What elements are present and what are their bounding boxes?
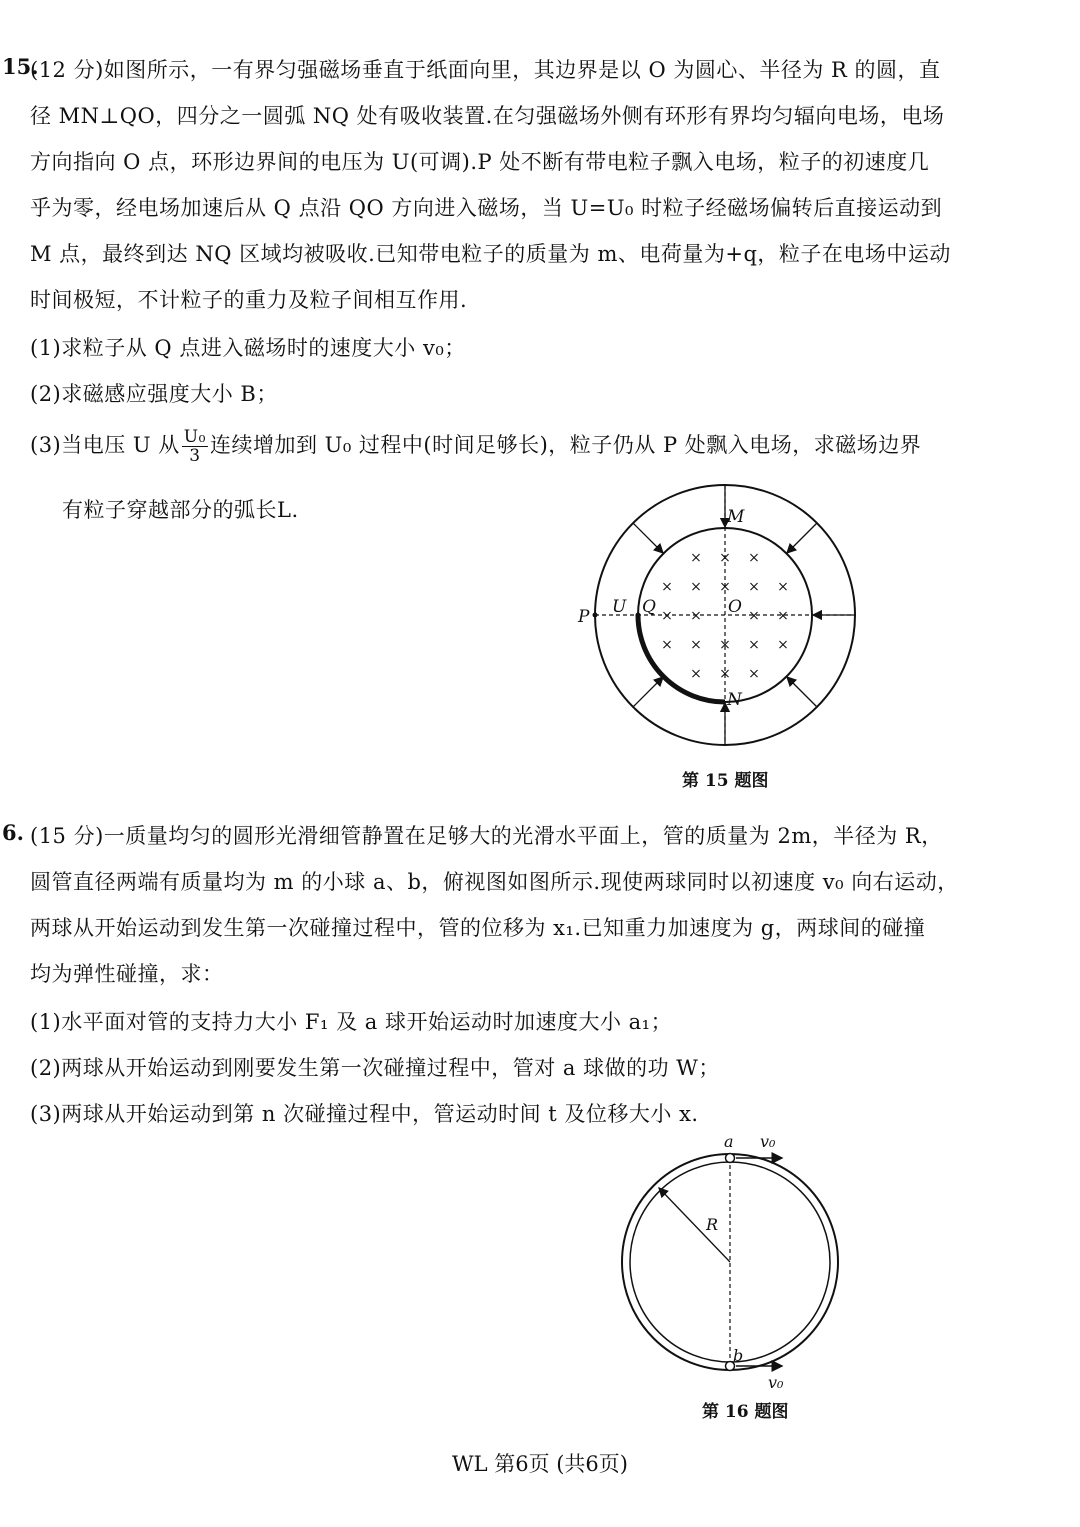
field-cross-mark: ×	[661, 608, 673, 624]
field-cross-mark: ×	[719, 579, 731, 595]
field-cross-mark: ×	[719, 666, 731, 682]
figure-16-diagram	[610, 1130, 850, 1395]
field-cross-mark: ×	[777, 579, 789, 595]
q15-line-3: 方向指向 O 点，环形边界间的电压为 U(可调).P 处不断有带电粒子飘入电场，粒子的初速度几	[30, 150, 930, 174]
label-o: O	[728, 597, 742, 617]
field-cross-mark: ×	[690, 608, 702, 624]
label-v0-top: v₀	[760, 1132, 776, 1151]
field-cross-mark: ×	[690, 550, 702, 566]
q16-sub-question-1: (1)水平面对管的支持力大小 F₁ 及 a 球开始运动时加速度大小 a₁；	[30, 1010, 673, 1034]
figure-15-caption: 第 15 题图	[682, 771, 769, 791]
field-cross-mark: ×	[690, 579, 702, 595]
q15-line-4: 乎为零，经电场加速后从 Q 点沿 QO 方向进入磁场，当 U=U₀ 时粒子经磁场偏转后直接运动到	[30, 196, 943, 220]
field-cross-mark: ×	[748, 637, 760, 653]
q16-line-3: 两球从开始运动到发生第一次碰撞过程中，管的位移为 x₁.已知重力加速度为 g，两球间的碰撞	[30, 916, 926, 940]
label-p: P	[578, 607, 590, 627]
label-q: Q	[642, 597, 656, 617]
label-v0-bottom: v₀	[768, 1373, 784, 1392]
q15-line-5: M 点，最终到达 NQ 区域均被吸收.已知带电粒子的质量为 m、电荷量为+q，粒子在电场中运动	[30, 242, 951, 266]
label-r: R	[706, 1215, 719, 1234]
q16-line-1: (15 分)一质量均匀的圆形光滑细管静置在足够大的光滑水平面上，管的质量为 2m，半径为 R，	[30, 824, 943, 848]
figure-16-caption: 第 16 题图	[702, 1402, 789, 1422]
label-m: M	[727, 507, 745, 527]
field-cross-mark: ×	[748, 608, 760, 624]
q15-line-6: 时间极短，不计粒子的重力及粒子间相互作用.	[30, 288, 468, 312]
q15-sub-question-1: (1)求粒子从 Q 点进入磁场时的速度大小 v₀；	[30, 336, 466, 360]
label-b: b	[733, 1346, 744, 1365]
field-cross-mark: ×	[748, 550, 760, 566]
field-cross-mark: ×	[661, 579, 673, 595]
q15-sub3-text-a: (3)当电压 U 从	[30, 433, 180, 457]
q15-line-1: (12 分)如图所示，一有界匀强磁场垂直于纸面向里，其边界是以 O 为圆心、半径为 R 的圆，直	[30, 58, 941, 82]
q15-sub-question-2: (2)求磁感应强度大小 B；	[30, 382, 278, 406]
q15-line-2: 径 MN⊥QO，四分之一圆弧 NQ 处有吸收装置.在匀强磁场外侧有环形有界均匀辐向电场，电场	[30, 104, 945, 128]
q16-sub-question-2: (2)两球从开始运动到刚要发生第一次碰撞过程中，管对 a 球做的功 W；	[30, 1056, 720, 1080]
label-n: N	[727, 690, 742, 710]
label-a: a	[724, 1132, 734, 1151]
ball-a	[726, 1154, 735, 1163]
field-cross-mark: ×	[719, 550, 731, 566]
q15-sub-question-3-cont: 有粒子穿越部分的弧长L.	[62, 498, 299, 522]
field-cross-mark: ×	[690, 637, 702, 653]
field-cross-mark: ×	[661, 637, 673, 653]
field-cross-mark: ×	[777, 637, 789, 653]
q16-line-4: 均为弹性碰撞，求：	[30, 962, 224, 986]
fraction-u0-over-3: $\frac{\text{U₀}}{3}$	[183, 427, 206, 466]
question-16-number: 6.	[2, 820, 24, 845]
field-cross-mark: ×	[748, 579, 760, 595]
figure-15-diagram	[570, 475, 870, 765]
field-cross-mark: ×	[719, 637, 731, 653]
radius-line	[659, 1188, 730, 1262]
question-15-number: 15.	[2, 54, 39, 79]
q15-sub-question-3	[30, 428, 921, 465]
field-cross-mark: ×	[777, 608, 789, 624]
page-footer: WL 第6页 (共6页)	[452, 1452, 628, 1476]
q16-sub-question-3: (3)两球从开始运动到第 n 次碰撞过程中，管运动时间 t 及位移大小 x.	[30, 1102, 699, 1126]
field-cross-mark: ×	[748, 666, 760, 682]
label-u: U	[612, 597, 627, 617]
q16-line-2: 圆管直径两端有质量均为 m 的小球 a、b，俯视图如图所示.现使两球同时以初速度 v₀ 向右运动，	[30, 870, 959, 894]
q15-sub3-text-b: 连续增加到 U₀ 过程中(时间足够长)，粒子仍从 P 处飘入电场，求磁场边界	[209, 433, 922, 457]
field-cross-mark: ×	[690, 666, 702, 682]
